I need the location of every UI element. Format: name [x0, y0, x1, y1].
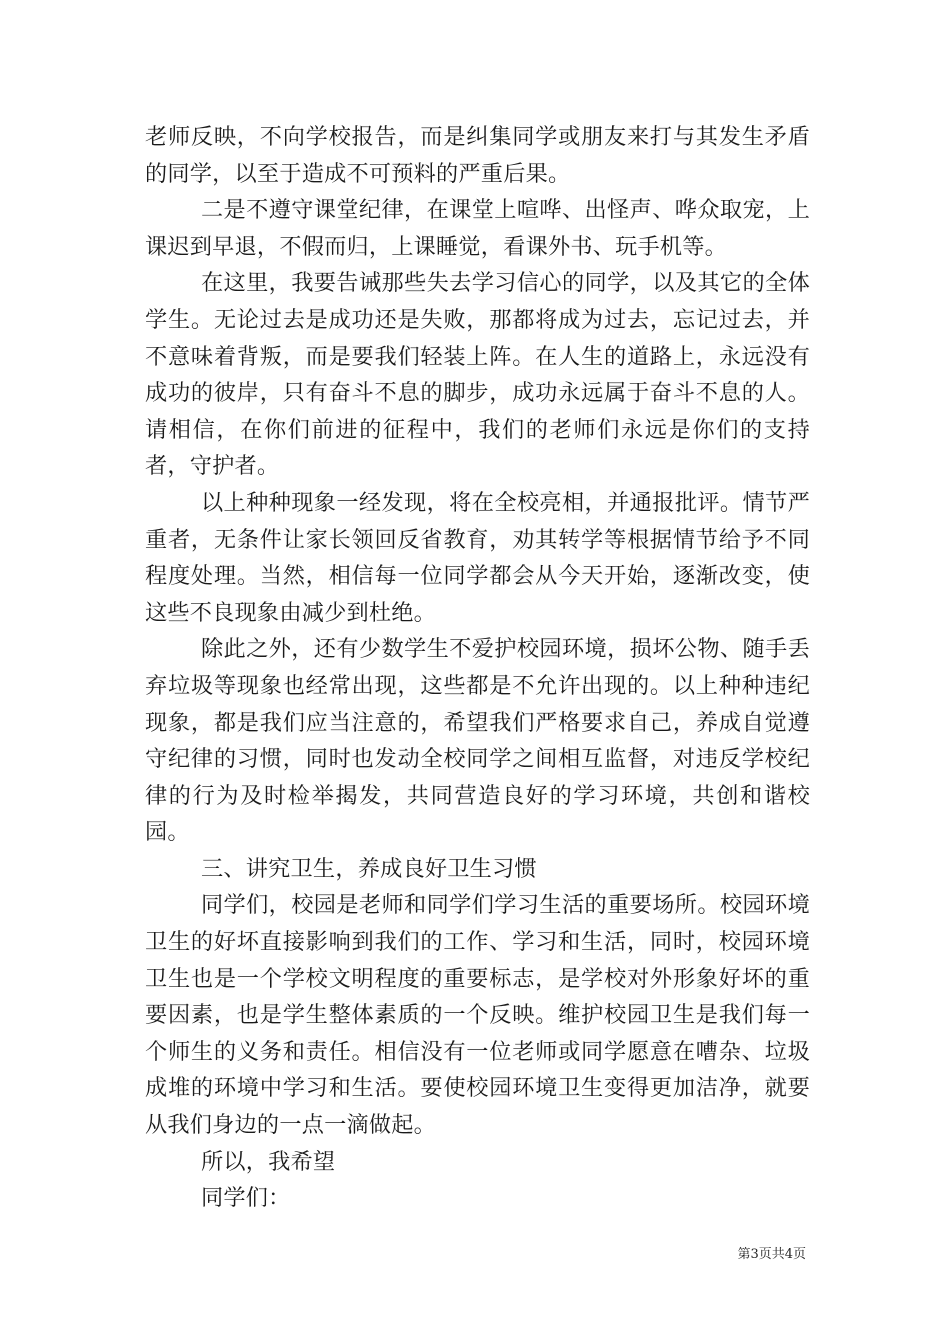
paragraph-hygiene: 同学们，校园是老师和同学们学习生活的重要场所。校园环境卫生的好坏直接影响到我们的工作、学习和生活，同时，校园环境卫生也是一个学校文明程度的重要标志，是学校对外形象好坏的重要因素，也是学生整体素质的一个反映。维护校园卫生是我们每一个师生的义务和责任。相信没有一位老师或同学愿意在嘈杂、垃圾成堆的环境中学习和生活。要使校园环境卫生变得更加洁净，就要从我们身边的一点一滴做起。	[145, 892, 810, 1139]
paragraph-salutation: 同学们：	[201, 1185, 291, 1212]
page-number-footer: 第3页共4页	[737, 1247, 806, 1262]
paragraph-campus-environment: 除此之外，还有少数学生不爱护校园环境，损坏公物、随手丢弃垃圾等现象也经常出现，这些都是不允许出现的。以上种种违纪现象，都是我们应当注意的，希望我们严格要求自己，养成自觉遵守纪律的习惯，同时也发动全校同学之间相互监督，对违反学校纪律的行为及时检举揭发，共同营造良好的学习环境，共创和谐校园。	[145, 636, 810, 846]
paragraph-classroom-discipline: 二是不遵守课堂纪律，在课堂上喧哗、出怪声、哗众取宠，上课迟到早退，不假而归，上课睡觉，看课外书、玩手机等。	[145, 197, 810, 260]
paragraph-continued: 老师反映，不向学校报告，而是纠集同学或朋友来打与其发生矛盾的同学，以至于造成不可预料的严重后果。	[145, 124, 810, 187]
section-heading-hygiene: 三、讲究卫生，养成良好卫生习惯	[201, 855, 537, 882]
paragraph-encouragement: 在这里，我要告诫那些失去学习信心的同学，以及其它的全体学生。无论过去是成功还是失败，那都将成为过去，忘记过去，并不意味着背叛，而是要我们轻装上阵。在人生的道路上，永远没有成功的彼岸，只有奋斗不息的脚步，成功永远属于奋斗不息的人。请相信，在你们前进的征程中，我们的老师们永远是你们的支持者，守护者。	[145, 270, 810, 480]
paragraph-penalties: 以上种种现象一经发现，将在全校亮相，并通报批评。情节严重者，无条件让家长领回反省教育，劝其转学等根据情节给予不同程度处理。当然，相信每一位同学都会从今天开始，逐渐改变，使这些不良现象由减少到杜绝。	[145, 489, 810, 626]
paragraph-hope: 所以，我希望	[201, 1148, 336, 1175]
document-body	[145, 119, 810, 1217]
